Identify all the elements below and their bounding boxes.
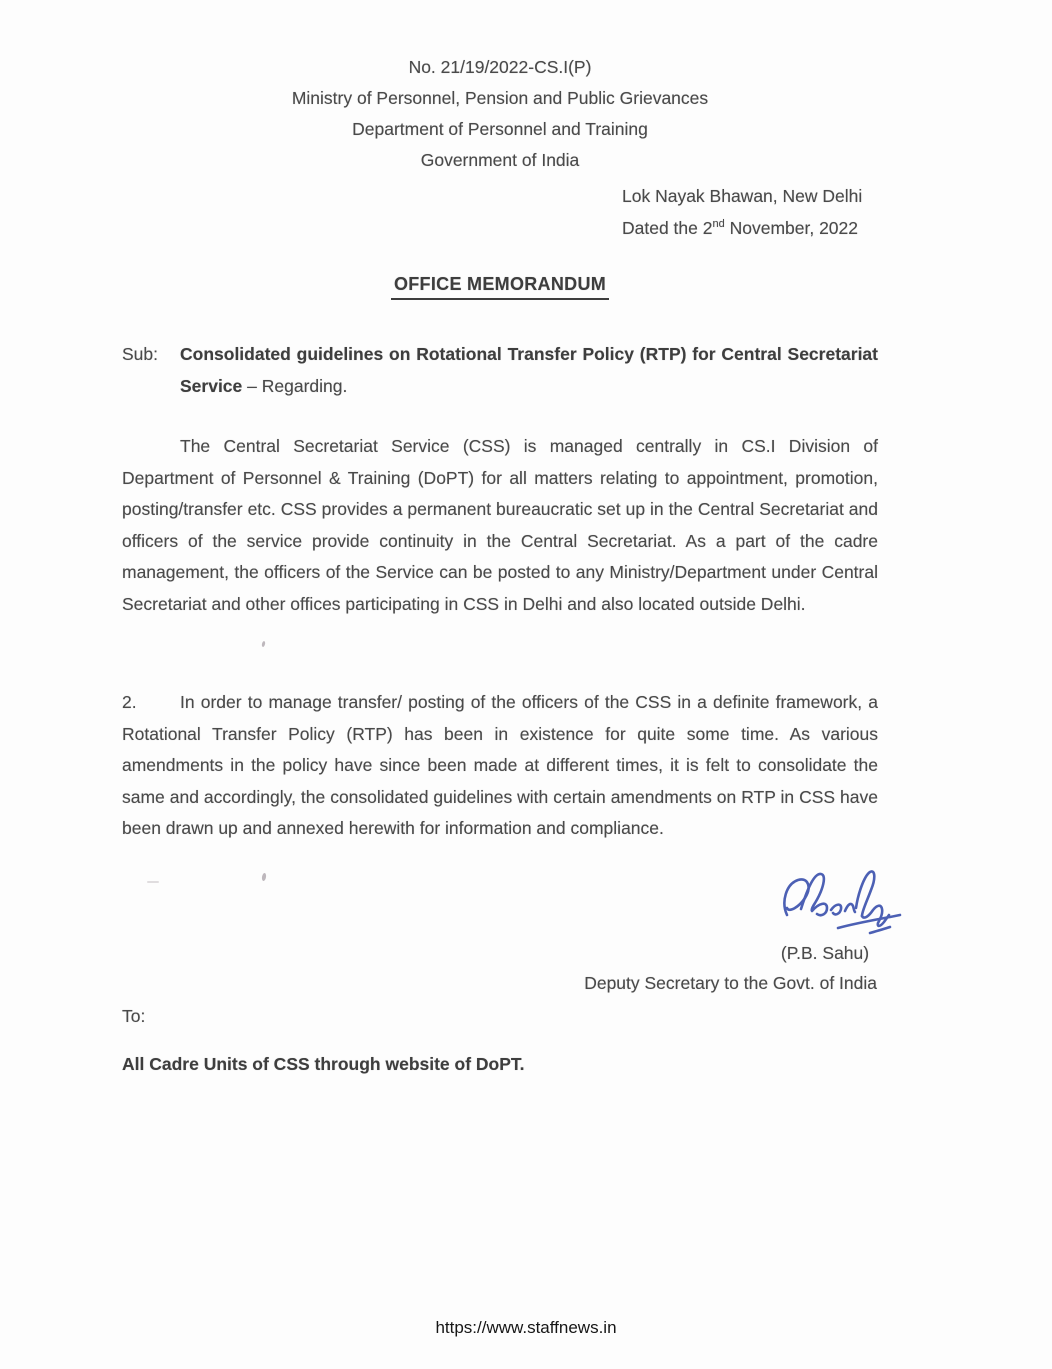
scan-speck [261,641,265,648]
subject-text-bold: Consolidated guidelines on Rotational Transfer Policy (RTP) for Central Secretariat Service [180,344,878,396]
government-line: Government of India [420,150,580,170]
subject-block [122,339,878,402]
scan-speck [147,881,159,883]
subject-label: Sub: [122,344,158,364]
signatory-name: (P.B. Sahu) [780,943,870,963]
to-label: To: [122,1006,146,1026]
signature-image [778,864,920,938]
paragraph-2 [122,687,878,845]
department-line: Department of Personnel and Training [352,119,648,139]
addressee-line: All Cadre Units of CSS through website of DoPT. [122,1054,525,1074]
paragraph-2-number: 2. [122,692,137,712]
scan-speck [261,873,266,882]
subject-text-regular: – Regarding. [242,375,348,396]
address-line: Lok Nayak Bhawan, New Delhi [622,186,863,206]
reference-number: No. 21/19/2022-CS.I(P) [408,57,592,77]
ministry-line: Ministry of Personnel, Pension and Public Grievances [291,88,709,108]
footer-url: https://www.staffnews.in [435,1318,617,1337]
paragraph-2-text: In order to manage transfer/ posting of the officers of the CSS in a definite framework, a Rotational Transfer Policy (RTP) has been in existence for quite some time. As various amendments in the policy have since been made at different times, it is felt to consolidate the same and accordingly, the consolidated guidelines with certain amendments on RTP in CSS have been drawn up and annexed herewith for information and compliance. [122,692,878,838]
document-title: OFFICE MEMORANDUM [122,274,878,300]
signatory-designation: Deputy Secretary to the Govt. of India [584,973,877,993]
date-line: Dated the 2nd November, 2022 [622,217,859,238]
letterhead [122,52,878,176]
place-date-block [622,181,862,244]
paragraph-1: The Central Secretariat Service (CSS) is managed centrally in CS.I Division of Department of Personnel & Training (DoPT) for all matters relating to appointment, promotion, posting/transfer etc. CSS provides a permanent bureaucratic set up in the Central Secretariat and officers of the service provide continuity in the Central Secretariat. As a part of the cadre management, the officers of the Service can be posted to any Ministry/Department under Central Secretariat and other offices participating in CSS in Delhi and also located outside Delhi. [122,436,878,614]
date-ordinal-superscript: nd [712,217,725,230]
